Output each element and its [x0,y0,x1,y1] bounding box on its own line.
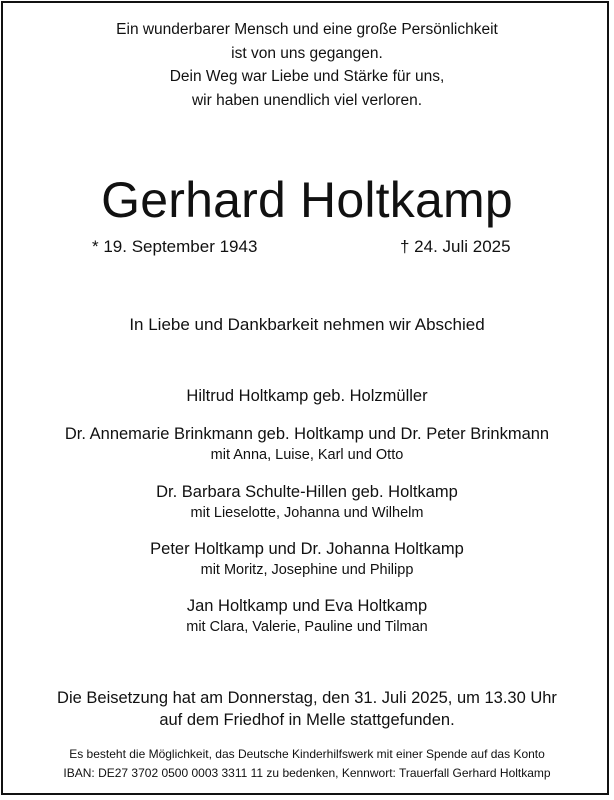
farewell-line: In Liebe und Dankbarkeit nehmen wir Abschied [129,315,485,334]
poem-line: Dein Weg war Liebe und Stärke für uns, [169,68,445,85]
birth-date: * 19. September 1943 [92,237,258,256]
poem-line: ist von uns gegangen. [231,44,383,62]
burial-line: auf dem Friedhof in Melle stattgefunden. [159,711,455,729]
donation-line: IBAN: DE27 3702 0500 0003 3311 11 zu bedenken, Kennwort: Trauerfall Gerhard Holtkamp [63,766,551,780]
life-dates [0,235,614,259]
burial-line: Die Beisetzung hat am Donnerstag, den 31. Juli 2025, um 13.30 Uhr [57,689,557,707]
mourner-entry [0,423,614,465]
memorial-poem [0,18,614,112]
deceased-name: Gerhard Holtkamp [101,172,513,228]
death-date: † 24. Juli 2025 [400,237,511,256]
mourner-name: Peter Holtkamp und Dr. Johanna Holtkamp [150,540,464,558]
mourner-entry [0,595,614,637]
mourner-family: mit Clara, Valerie, Pauline und Tilman [186,619,428,635]
poem-line: wir haben unendlich viel verloren. [191,91,423,109]
mourner-name: Dr. Barbara Schulte-Hillen geb. Holtkamp [156,483,458,501]
mourner-name: Hiltrud Holtkamp geb. Holzmüller [186,387,428,405]
mourner-name: Jan Holtkamp und Eva Holtkamp [186,597,428,615]
mourner-entry [0,538,614,580]
mourner-name: Dr. Annemarie Brinkmann geb. Holtkamp und Dr. Peter Brinkmann [64,425,550,443]
poem-line: Ein wunderbarer Mensch und eine große Persönlichkeit [116,21,498,38]
donation-line: Es besteht die Möglichkeit, das Deutsche Kinderhilfswerk mit einer Spende auf das Konto [69,747,545,761]
burial-notice [0,687,614,731]
mourner-family: mit Lieselotte, Johanna und Wilhelm [190,505,424,521]
mourner-entry [0,385,614,407]
mourner-family: mit Moritz, Josephine und Philipp [200,562,414,578]
mourner-entry [0,481,614,523]
donation-notice [0,745,614,783]
mourner-family: mit Anna, Luise, Karl und Otto [210,447,404,463]
